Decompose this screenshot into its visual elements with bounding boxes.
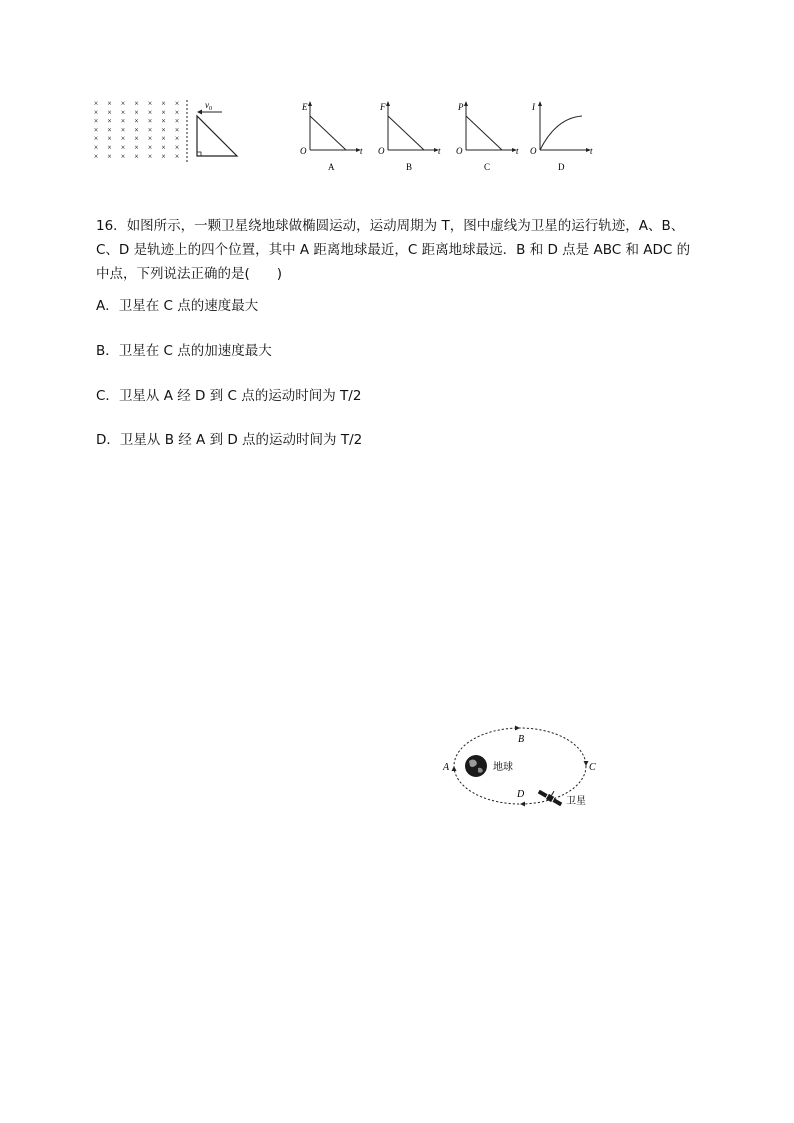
field-cross: × — [93, 99, 99, 108]
question-line-1: 16．如图所示，一颗卫星绕地球做椭圆运动，运动周期为 T，图中虚线为卫星的运行轨迹，A、B、 — [96, 218, 685, 234]
field-cross: × — [161, 134, 166, 144]
option-b[interactable]: B．卫星在 C 点的加速度最大 — [96, 343, 272, 359]
right-angle-mark — [197, 152, 201, 156]
field-cross: × — [174, 116, 180, 126]
graph-set — [300, 101, 593, 172]
field-cross: × — [93, 143, 99, 152]
earth-icon — [465, 755, 487, 777]
origin-label: O — [378, 146, 385, 156]
field-cross: × — [120, 125, 126, 135]
y-axis-label: P — [458, 102, 464, 112]
field-cross: × — [107, 125, 112, 135]
orbit-arrow-top — [515, 726, 520, 731]
orbit-arrow-right — [584, 761, 589, 766]
field-cross: × — [174, 151, 180, 161]
y-axis-label: I — [532, 102, 535, 112]
t-axis-label: t — [516, 146, 519, 156]
point-a-label: A — [443, 762, 450, 773]
question-number: 16． — [96, 218, 127, 234]
field-cross: × — [161, 99, 166, 108]
field-cross: × — [147, 125, 153, 135]
field-cross: × — [93, 116, 99, 126]
field-cross: × — [93, 107, 99, 117]
point-c-label: C — [589, 762, 596, 773]
y-axis-arrow — [308, 101, 312, 106]
field-cross: × — [134, 134, 139, 144]
field-cross: × — [147, 107, 153, 117]
y-axis-arrow — [386, 101, 390, 106]
graph-a — [300, 101, 363, 172]
graph-curve — [466, 116, 502, 150]
field-cross: × — [174, 125, 180, 135]
orbit-arrow-bottom — [520, 802, 525, 807]
y-axis-arrow — [464, 101, 468, 106]
field-cross: × — [161, 151, 166, 161]
origin-label: O — [530, 146, 537, 156]
satellite-icon — [537, 785, 565, 808]
field-cross: × — [147, 151, 153, 161]
field-cross: × — [147, 134, 153, 144]
option-c[interactable]: C．卫星从 A 经 D 到 C 点的运动时间为 T/2 — [96, 388, 362, 404]
y-axis-label: E — [302, 102, 308, 112]
t-axis-label: t — [438, 146, 441, 156]
question-line-3: 中点，下列说法正确的是( ) — [96, 266, 283, 282]
question-stem — [96, 214, 706, 286]
field-cross: × — [107, 116, 112, 126]
satellite-label: 卫星 — [566, 796, 586, 807]
graph-options — [296, 98, 596, 174]
point-d-label: D — [517, 789, 525, 800]
graph-c — [456, 101, 519, 172]
orbit-figure — [436, 716, 606, 816]
field-cross: × — [174, 99, 180, 108]
field-cross: × — [134, 151, 139, 161]
field-cross: × — [174, 107, 180, 117]
y-axis-label: F — [380, 102, 386, 112]
origin-label: O — [300, 146, 307, 156]
field-cross: × — [147, 116, 153, 126]
field-cross: × — [134, 99, 139, 108]
velocity-arrowhead — [197, 110, 202, 115]
field-cross: × — [107, 99, 112, 108]
field-cross: × — [161, 116, 166, 126]
field-cross: × — [120, 151, 126, 161]
field-cross: × — [120, 134, 126, 144]
t-axis-label: t — [590, 146, 593, 156]
field-cross: × — [147, 99, 153, 108]
field-cross: × — [93, 125, 99, 135]
graph-b — [378, 101, 441, 172]
orbit-arrow-left — [452, 766, 457, 771]
field-cross: × — [134, 107, 139, 117]
field-cross: × — [134, 116, 139, 126]
graph-caption: A — [328, 162, 335, 172]
y-axis-arrow — [538, 101, 542, 106]
field-cross: × — [120, 116, 126, 126]
field-cross: × — [174, 143, 180, 152]
field-cross: × — [161, 107, 166, 117]
field-cross: × — [161, 143, 166, 152]
graph-caption: D — [558, 162, 565, 172]
question-line-2: C、D 是轨迹上的四个位置，其中 A 距离地球最近，C 距离地球最远．B 和 D 点是 ABC 和 ADC 的 — [96, 242, 691, 258]
point-b-label: B — [518, 734, 525, 745]
earth-label: 地球 — [493, 762, 513, 773]
field-cross: × — [107, 151, 112, 161]
magnetic-field-crosses — [94, 99, 180, 161]
graph-curve — [310, 116, 346, 150]
graph-curve — [388, 116, 424, 150]
field-cross: × — [120, 99, 126, 108]
origin-label: O — [456, 146, 463, 156]
option-a[interactable]: A．卫星在 C 点的速度最大 — [96, 298, 259, 314]
field-cross: × — [93, 134, 99, 144]
velocity-label: $v_0$ — [205, 100, 212, 112]
field-cross: × — [120, 107, 126, 117]
field-cross: × — [161, 125, 166, 135]
field-figure — [90, 96, 250, 162]
field-cross: × — [134, 125, 139, 135]
option-d[interactable]: D．卫星从 B 经 A 到 D 点的运动时间为 T/2 — [96, 432, 363, 448]
field-cross: × — [120, 143, 126, 152]
graph-caption: B — [406, 162, 413, 172]
triangle-loop — [197, 116, 237, 156]
graph-d — [530, 101, 593, 172]
field-cross: × — [93, 151, 99, 161]
field-cross: × — [107, 107, 112, 117]
field-cross: × — [147, 143, 153, 152]
graph-curve — [540, 116, 582, 150]
field-cross: × — [107, 143, 112, 152]
field-cross: × — [107, 134, 112, 144]
field-cross: × — [174, 134, 180, 144]
t-axis-label: t — [360, 146, 363, 156]
graph-caption: C — [484, 162, 491, 172]
field-cross: × — [134, 143, 139, 152]
